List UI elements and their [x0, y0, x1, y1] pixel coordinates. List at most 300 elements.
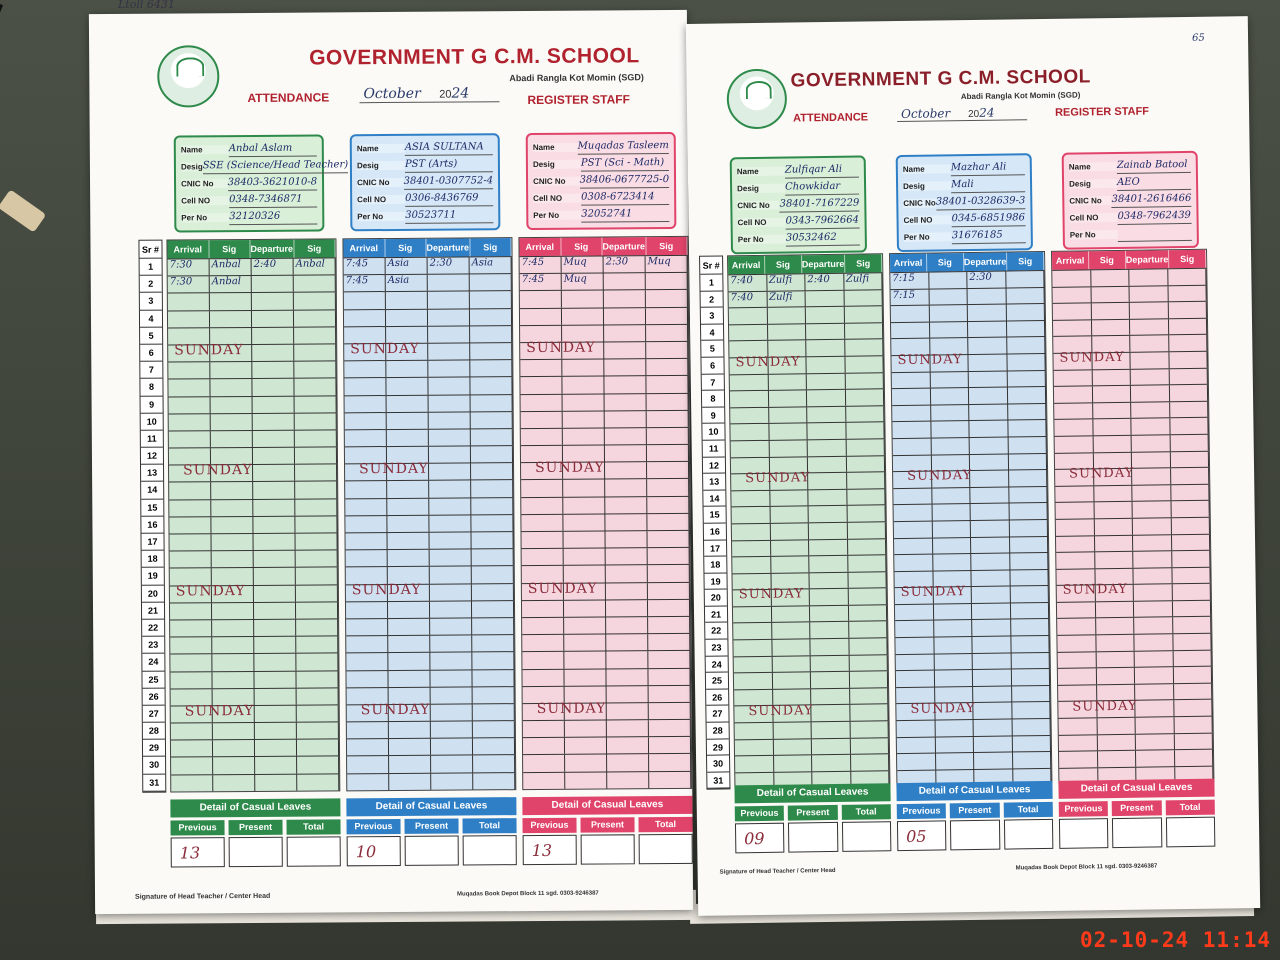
attendance-cell[interactable]: [168, 380, 210, 396]
attendance-cell[interactable]: [1174, 717, 1213, 733]
attendance-cell[interactable]: [521, 497, 563, 513]
attendance-cell[interactable]: [523, 721, 565, 737]
attendance-cell[interactable]: [1095, 552, 1134, 568]
attendance-cell[interactable]: [933, 604, 972, 620]
attendance-cell[interactable]: [605, 497, 647, 513]
attendance-cell[interactable]: [346, 619, 388, 635]
attendance-cell[interactable]: [932, 504, 971, 520]
attendance-cell[interactable]: [1058, 669, 1097, 685]
attendance-cell[interactable]: [969, 388, 1008, 404]
attendance-cell[interactable]: [347, 722, 389, 738]
attendance-cell[interactable]: [932, 488, 971, 504]
attendance-cell[interactable]: [773, 722, 812, 738]
attendance-cell[interactable]: [1011, 653, 1050, 669]
attendance-cell[interactable]: [296, 654, 338, 670]
attendance-cell[interactable]: [806, 324, 845, 340]
attendance-cell[interactable]: [1169, 385, 1208, 401]
attendance-cell[interactable]: [520, 377, 562, 393]
attendance-cell[interactable]: [1009, 520, 1048, 536]
attendance-cell[interactable]: [850, 688, 889, 704]
attendance-cell[interactable]: [1129, 269, 1168, 285]
attendance-cell[interactable]: [345, 413, 387, 429]
attendance-cell[interactable]: [974, 753, 1013, 769]
attendance-cell[interactable]: [471, 481, 513, 497]
attendance-cell[interactable]: [563, 497, 605, 513]
attendance-cell[interactable]: [1096, 668, 1135, 684]
attendance-cell[interactable]: [767, 308, 806, 324]
attendance-cell[interactable]: [473, 704, 515, 720]
attendance-cell[interactable]: [1134, 634, 1173, 650]
attendance-cell[interactable]: [295, 499, 337, 515]
attendance-cell[interactable]: [936, 753, 975, 769]
attendance-cell[interactable]: [973, 686, 1012, 702]
attendance-cell[interactable]: [1094, 485, 1133, 501]
attendance-cell[interactable]: [472, 601, 514, 617]
attendance-cell[interactable]: 2:40: [252, 259, 294, 275]
attendance-cell[interactable]: [471, 463, 513, 479]
attendance-cell[interactable]: [563, 532, 605, 548]
attendance-cell[interactable]: [1012, 702, 1051, 718]
attendance-cell[interactable]: [1172, 551, 1211, 567]
attendance-cell[interactable]: [733, 607, 772, 623]
attendance-cell[interactable]: [1170, 451, 1209, 467]
attendance-cell[interactable]: [564, 635, 606, 651]
attendance-cell[interactable]: [809, 556, 848, 572]
attendance-cell[interactable]: [294, 293, 336, 309]
attendance-cell[interactable]: [1012, 686, 1051, 702]
attendance-cell[interactable]: [845, 356, 884, 372]
attendance-cell[interactable]: [431, 704, 473, 720]
attendance-cell[interactable]: [1096, 618, 1135, 634]
attendance-cell[interactable]: [471, 395, 513, 411]
attendance-cell[interactable]: [1171, 534, 1210, 550]
attendance-cell[interactable]: [605, 480, 647, 496]
attendance-cell[interactable]: [430, 584, 472, 600]
attendance-cell[interactable]: [347, 739, 389, 755]
attendance-cell[interactable]: [735, 756, 774, 772]
attendance-cell[interactable]: [970, 487, 1009, 503]
attendance-cell[interactable]: Zulfi: [767, 291, 806, 307]
attendance-cell[interactable]: [972, 637, 1011, 653]
attendance-cell[interactable]: [1135, 667, 1174, 683]
attendance-cell[interactable]: [605, 394, 647, 410]
attendance-cell[interactable]: [897, 754, 936, 770]
attendance-cell[interactable]: [1056, 552, 1095, 568]
attendance-cell[interactable]: [1006, 304, 1045, 320]
attendance-cell[interactable]: [1169, 352, 1208, 368]
attendance-cell[interactable]: [1006, 321, 1045, 337]
attendance-cell[interactable]: [212, 654, 254, 670]
attendance-cell[interactable]: [212, 534, 254, 550]
attendance-cell[interactable]: [848, 539, 887, 555]
attendance-cell[interactable]: [562, 291, 604, 307]
attendance-cell[interactable]: [607, 686, 649, 702]
attendance-cell[interactable]: [211, 431, 253, 447]
attendance-cell[interactable]: Anbal: [210, 259, 252, 275]
attendance-cell[interactable]: [1133, 535, 1172, 551]
attendance-cell[interactable]: [523, 772, 565, 788]
attendance-cell[interactable]: [807, 373, 846, 389]
attendance-cell[interactable]: [1057, 635, 1096, 651]
attendance-cell[interactable]: [1059, 735, 1098, 751]
attendance-cell[interactable]: [732, 540, 771, 556]
attendance-cell[interactable]: [1091, 286, 1130, 302]
attendance-cell[interactable]: [1093, 403, 1132, 419]
attendance-cell[interactable]: [1094, 535, 1133, 551]
attendance-cell[interactable]: [473, 756, 515, 772]
attendance-cell[interactable]: 7:40: [728, 275, 767, 291]
attendance-cell[interactable]: [806, 340, 845, 356]
attendance-cell[interactable]: [731, 441, 770, 457]
attendance-cell[interactable]: [810, 589, 849, 605]
attendance-cell[interactable]: [1131, 385, 1170, 401]
attendance-cell[interactable]: [428, 275, 470, 291]
attendance-cell[interactable]: [1134, 618, 1173, 634]
leaves-previous-value[interactable]: 05: [897, 820, 947, 851]
attendance-cell[interactable]: [1012, 736, 1051, 752]
attendance-cell[interactable]: [1133, 502, 1172, 518]
attendance-cell[interactable]: Muq: [646, 256, 688, 272]
attendance-cell[interactable]: [169, 500, 211, 516]
attendance-cell[interactable]: [934, 637, 973, 653]
attendance-cell[interactable]: [346, 653, 388, 669]
attendance-cell[interactable]: [521, 532, 563, 548]
attendance-cell[interactable]: 7:15: [890, 273, 929, 289]
attendance-cell[interactable]: [607, 772, 649, 788]
attendance-cell[interactable]: [894, 555, 933, 571]
attendance-cell[interactable]: [296, 602, 338, 618]
attendance-cell[interactable]: [1052, 270, 1091, 286]
attendance-cell[interactable]: [973, 653, 1012, 669]
attendance-cell[interactable]: [730, 408, 769, 424]
attendance-cell[interactable]: [295, 413, 337, 429]
attendance-cell[interactable]: [971, 520, 1010, 536]
attendance-cell[interactable]: [772, 623, 811, 639]
attendance-cell[interactable]: [973, 670, 1012, 686]
attendance-cell[interactable]: [429, 412, 471, 428]
attendance-cell[interactable]: 2:40: [805, 274, 844, 290]
attendance-cell[interactable]: [211, 500, 253, 516]
attendance-cell[interactable]: [1056, 503, 1095, 519]
attendance-cell[interactable]: [845, 373, 884, 389]
attendance-cell[interactable]: [1007, 354, 1046, 370]
attendance-cell[interactable]: [428, 326, 470, 342]
attendance-cell[interactable]: [168, 294, 210, 310]
attendance-cell[interactable]: [732, 507, 771, 523]
attendance-cell[interactable]: [1096, 651, 1135, 667]
attendance-cell[interactable]: Asia: [470, 257, 512, 273]
attendance-cell[interactable]: [212, 637, 254, 653]
attendance-cell[interactable]: [254, 620, 296, 636]
attendance-cell[interactable]: [563, 428, 605, 444]
attendance-cell[interactable]: [1133, 568, 1172, 584]
attendance-cell[interactable]: [809, 523, 848, 539]
attendance-cell[interactable]: [470, 309, 512, 325]
attendance-cell[interactable]: [605, 411, 647, 427]
attendance-cell[interactable]: [970, 471, 1009, 487]
attendance-cell[interactable]: [847, 506, 886, 522]
attendance-cell[interactable]: [1174, 733, 1213, 749]
attendance-cell[interactable]: [772, 656, 811, 672]
attendance-cell[interactable]: [846, 456, 885, 472]
attendance-cell[interactable]: [971, 570, 1010, 586]
attendance-cell[interactable]: [846, 423, 885, 439]
attendance-cell[interactable]: [606, 669, 648, 685]
attendance-cell[interactable]: [935, 737, 974, 753]
attendance-cell[interactable]: [471, 412, 513, 428]
attendance-cell[interactable]: [897, 737, 936, 753]
attendance-cell[interactable]: [1132, 468, 1171, 484]
attendance-cell[interactable]: [296, 551, 338, 567]
attendance-cell[interactable]: [807, 407, 846, 423]
attendance-cell[interactable]: [1007, 387, 1046, 403]
attendance-cell[interactable]: [471, 515, 513, 531]
attendance-cell[interactable]: [972, 587, 1011, 603]
attendance-cell[interactable]: [971, 504, 1010, 520]
attendance-cell[interactable]: [388, 653, 430, 669]
attendance-cell[interactable]: [520, 308, 562, 324]
attendance-cell[interactable]: [844, 306, 883, 322]
attendance-cell[interactable]: [647, 531, 689, 547]
attendance-cell[interactable]: [1169, 368, 1208, 384]
attendance-cell[interactable]: [847, 522, 886, 538]
attendance-cell[interactable]: [649, 754, 691, 770]
attendance-cell[interactable]: [1009, 503, 1048, 519]
attendance-cell[interactable]: [1056, 536, 1095, 552]
attendance-cell[interactable]: [893, 439, 932, 455]
attendance-cell[interactable]: [430, 636, 472, 652]
attendance-cell[interactable]: [971, 554, 1010, 570]
attendance-cell[interactable]: [1054, 403, 1093, 419]
attendance-cell[interactable]: [294, 379, 336, 395]
attendance-cell[interactable]: [649, 703, 691, 719]
attendance-cell[interactable]: [523, 755, 565, 771]
attendance-cell[interactable]: [212, 551, 254, 567]
attendance-cell[interactable]: [607, 755, 649, 771]
attendance-cell[interactable]: [473, 687, 515, 703]
attendance-cell[interactable]: Zulfi: [767, 274, 806, 290]
leaves-present-value[interactable]: [950, 820, 1000, 851]
attendance-cell[interactable]: [1174, 684, 1213, 700]
attendance-cell[interactable]: [647, 411, 689, 427]
attendance-cell[interactable]: [892, 389, 931, 405]
attendance-cell[interactable]: [170, 603, 212, 619]
attendance-cell[interactable]: [213, 775, 255, 791]
attendance-cell[interactable]: [346, 602, 388, 618]
attendance-cell[interactable]: [732, 524, 771, 540]
attendance-cell[interactable]: [733, 623, 772, 639]
attendance-cell[interactable]: [1009, 487, 1048, 503]
attendance-cell[interactable]: [735, 723, 774, 739]
attendance-cell[interactable]: [564, 652, 606, 668]
attendance-cell[interactable]: [770, 507, 809, 523]
attendance-cell[interactable]: [1132, 485, 1171, 501]
leaves-previous-value[interactable]: 09: [735, 823, 785, 854]
attendance-cell[interactable]: [850, 738, 889, 754]
attendance-cell[interactable]: [929, 305, 968, 321]
attendance-cell[interactable]: [896, 671, 935, 687]
attendance-cell[interactable]: [521, 411, 563, 427]
attendance-cell[interactable]: [807, 390, 846, 406]
attendance-cell[interactable]: [255, 706, 297, 722]
attendance-cell[interactable]: [389, 739, 431, 755]
attendance-cell[interactable]: [809, 572, 848, 588]
attendance-cell[interactable]: [649, 737, 691, 753]
attendance-cell[interactable]: [968, 354, 1007, 370]
attendance-cell[interactable]: [930, 372, 969, 388]
attendance-cell[interactable]: [388, 601, 430, 617]
attendance-cell[interactable]: [1093, 419, 1132, 435]
attendance-cell[interactable]: [564, 669, 606, 685]
attendance-cell[interactable]: [769, 407, 808, 423]
attendance-cell[interactable]: [297, 740, 339, 756]
attendance-cell[interactable]: [934, 620, 973, 636]
attendance-cell[interactable]: [295, 447, 337, 463]
attendance-cell[interactable]: [771, 540, 810, 556]
attendance-cell[interactable]: [169, 397, 211, 413]
attendance-cell[interactable]: [212, 603, 254, 619]
attendance-cell[interactable]: [387, 533, 429, 549]
attendance-cell[interactable]: [1133, 518, 1172, 534]
attendance-cell[interactable]: [253, 516, 295, 532]
attendance-cell[interactable]: [1091, 303, 1130, 319]
attendance-cell[interactable]: [211, 517, 253, 533]
attendance-cell[interactable]: [252, 362, 294, 378]
attendance-cell[interactable]: [1133, 551, 1172, 567]
attendance-cell[interactable]: [387, 498, 429, 514]
attendance-cell[interactable]: [648, 565, 690, 581]
attendance-cell[interactable]: [1134, 585, 1173, 601]
attendance-cell[interactable]: [806, 307, 845, 323]
attendance-cell[interactable]: [430, 550, 472, 566]
attendance-cell[interactable]: [345, 533, 387, 549]
attendance-cell[interactable]: [1097, 734, 1136, 750]
attendance-cell[interactable]: [606, 583, 648, 599]
attendance-cell[interactable]: [470, 360, 512, 376]
attendance-cell[interactable]: [1011, 669, 1050, 685]
attendance-cell[interactable]: [428, 361, 470, 377]
attendance-cell[interactable]: [1130, 319, 1169, 335]
attendance-cell[interactable]: [345, 430, 387, 446]
attendance-cell[interactable]: [969, 371, 1008, 387]
attendance-cell[interactable]: [934, 654, 973, 670]
attendance-cell[interactable]: [646, 307, 688, 323]
attendance-cell[interactable]: [771, 606, 810, 622]
attendance-cell[interactable]: [807, 423, 846, 439]
attendance-cell[interactable]: [933, 554, 972, 570]
attendance-cell[interactable]: [1174, 750, 1213, 766]
attendance-cell[interactable]: Asia: [386, 275, 428, 291]
attendance-cell[interactable]: [1053, 287, 1092, 303]
attendance-cell[interactable]: [1132, 452, 1171, 468]
attendance-cell[interactable]: [1054, 386, 1093, 402]
attendance-cell[interactable]: [387, 481, 429, 497]
attendance-cell[interactable]: [769, 424, 808, 440]
attendance-cell[interactable]: [471, 532, 513, 548]
attendance-cell[interactable]: [897, 721, 936, 737]
attendance-cell[interactable]: [848, 588, 887, 604]
attendance-cell[interactable]: [470, 274, 512, 290]
attendance-cell[interactable]: [471, 429, 513, 445]
attendance-cell[interactable]: [768, 324, 807, 340]
attendance-cell[interactable]: [169, 517, 211, 533]
attendance-cell[interactable]: [931, 421, 970, 437]
attendance-cell[interactable]: [892, 422, 931, 438]
attendance-cell[interactable]: [1135, 651, 1174, 667]
attendance-cell[interactable]: [848, 555, 887, 571]
attendance-cell[interactable]: [646, 359, 688, 375]
attendance-cell[interactable]: [295, 465, 337, 481]
attendance-cell[interactable]: [521, 429, 563, 445]
attendance-cell[interactable]: [1094, 502, 1133, 518]
attendance-cell[interactable]: [930, 388, 969, 404]
attendance-cell[interactable]: [295, 430, 337, 446]
attendance-cell[interactable]: [386, 292, 428, 308]
attendance-cell[interactable]: [933, 538, 972, 554]
attendance-cell[interactable]: [471, 446, 513, 462]
attendance-cell[interactable]: [1054, 370, 1093, 386]
attendance-cell[interactable]: [521, 480, 563, 496]
attendance-cell[interactable]: [649, 686, 691, 702]
attendance-cell[interactable]: [808, 473, 847, 489]
attendance-cell[interactable]: [428, 378, 470, 394]
attendance-cell[interactable]: [647, 479, 689, 495]
attendance-cell[interactable]: [606, 548, 648, 564]
leaves-previous-value[interactable]: 13: [523, 835, 577, 865]
attendance-cell[interactable]: [428, 292, 470, 308]
attendance-cell[interactable]: [647, 514, 689, 530]
attendance-cell[interactable]: [168, 311, 210, 327]
attendance-cell[interactable]: [770, 523, 809, 539]
attendance-cell[interactable]: [646, 290, 688, 306]
attendance-cell[interactable]: [1136, 734, 1175, 750]
attendance-cell[interactable]: [1013, 752, 1052, 768]
attendance-cell[interactable]: [895, 621, 934, 637]
attendance-cell[interactable]: [806, 290, 845, 306]
attendance-cell[interactable]: [1012, 719, 1051, 735]
attendance-cell[interactable]: [522, 549, 564, 565]
attendance-cell[interactable]: [806, 357, 845, 373]
attendance-cell[interactable]: [388, 670, 430, 686]
attendance-cell[interactable]: [1059, 752, 1098, 768]
attendance-cell[interactable]: [850, 705, 889, 721]
attendance-cell[interactable]: [646, 273, 688, 289]
attendance-cell[interactable]: [520, 291, 562, 307]
attendance-cell[interactable]: [1092, 369, 1131, 385]
attendance-cell[interactable]: [934, 670, 973, 686]
attendance-cell[interactable]: Asia: [386, 258, 428, 274]
attendance-cell[interactable]: [606, 566, 648, 582]
attendance-cell[interactable]: [254, 654, 296, 670]
attendance-cell[interactable]: [1097, 751, 1136, 767]
attendance-cell[interactable]: [846, 439, 885, 455]
attendance-cell[interactable]: [730, 374, 769, 390]
attendance-cell[interactable]: [346, 636, 388, 652]
attendance-cell[interactable]: [470, 292, 512, 308]
attendance-cell[interactable]: [521, 394, 563, 410]
attendance-cell[interactable]: [1174, 700, 1213, 716]
attendance-cell[interactable]: [1008, 420, 1047, 436]
attendance-cell[interactable]: [647, 428, 689, 444]
attendance-cell[interactable]: [429, 498, 471, 514]
attendance-cell[interactable]: [849, 671, 888, 687]
leaves-previous-value[interactable]: 13: [171, 837, 225, 867]
attendance-cell[interactable]: [929, 272, 968, 288]
attendance-cell[interactable]: Anbal: [294, 258, 336, 274]
attendance-cell[interactable]: [472, 584, 514, 600]
attendance-cell[interactable]: [606, 600, 648, 616]
attendance-cell[interactable]: [1009, 470, 1048, 486]
